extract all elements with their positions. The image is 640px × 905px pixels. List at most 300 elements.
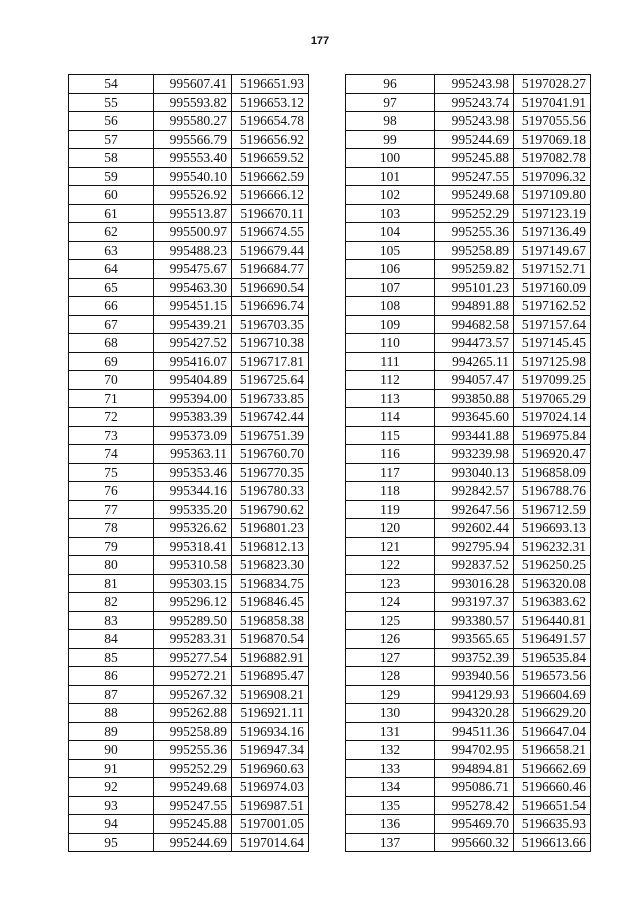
y-coordinate-cell: 5196858.38 <box>232 611 309 630</box>
y-coordinate-cell: 5196823.30 <box>232 556 309 575</box>
point-number-cell: 107 <box>346 278 435 297</box>
point-number-cell: 68 <box>69 334 154 353</box>
y-coordinate-cell: 5197001.05 <box>232 815 309 834</box>
x-coordinate-cell: 994320.28 <box>435 704 514 723</box>
table-row <box>346 204 591 223</box>
y-coordinate-cell: 5196712.59 <box>514 500 591 519</box>
y-coordinate-cell: 5197157.64 <box>514 315 591 334</box>
x-coordinate-cell: 995566.79 <box>154 130 232 149</box>
point-number-cell: 117 <box>346 463 435 482</box>
y-coordinate-cell: 5196770.35 <box>232 463 309 482</box>
table-row <box>346 778 591 797</box>
table-row <box>69 593 309 612</box>
x-coordinate-cell: 993040.13 <box>435 463 514 482</box>
page-number: 177 <box>310 35 330 47</box>
y-coordinate-cell: 5196653.12 <box>232 93 309 112</box>
point-number-cell: 79 <box>69 537 154 556</box>
table-row <box>346 278 591 297</box>
y-coordinate-cell: 5197149.67 <box>514 241 591 260</box>
table-row <box>346 648 591 667</box>
point-number-cell: 91 <box>69 759 154 778</box>
point-number-cell: 126 <box>346 630 435 649</box>
x-coordinate-cell: 995451.15 <box>154 297 232 316</box>
table-row <box>69 112 309 131</box>
point-number-cell: 74 <box>69 445 154 464</box>
x-coordinate-cell: 995553.40 <box>154 149 232 168</box>
x-coordinate-cell: 995303.15 <box>154 574 232 593</box>
table-row <box>346 352 591 371</box>
point-number-cell: 65 <box>69 278 154 297</box>
table-row <box>69 574 309 593</box>
x-coordinate-cell: 995252.29 <box>435 204 514 223</box>
coordinates-table-right <box>345 74 591 852</box>
x-coordinate-cell: 995255.36 <box>435 223 514 242</box>
x-coordinate-cell: 995463.30 <box>154 278 232 297</box>
x-coordinate-cell: 993752.39 <box>435 648 514 667</box>
point-number-cell: 90 <box>69 741 154 760</box>
table-row <box>69 371 309 390</box>
y-coordinate-cell: 5196742.44 <box>232 408 309 427</box>
point-number-cell: 81 <box>69 574 154 593</box>
x-coordinate-cell: 995289.50 <box>154 611 232 630</box>
point-number-cell: 94 <box>69 815 154 834</box>
table-row <box>69 352 309 371</box>
table-row <box>69 704 309 723</box>
y-coordinate-cell: 5196693.13 <box>514 519 591 538</box>
point-number-cell: 86 <box>69 667 154 686</box>
x-coordinate-cell: 995247.55 <box>435 167 514 186</box>
y-coordinate-cell: 5197099.25 <box>514 371 591 390</box>
y-coordinate-cell: 5197109.80 <box>514 186 591 205</box>
table-row <box>346 630 591 649</box>
y-coordinate-cell: 5196974.03 <box>232 778 309 797</box>
y-coordinate-cell: 5197152.71 <box>514 260 591 279</box>
y-coordinate-cell: 5197160.09 <box>514 278 591 297</box>
y-coordinate-cell: 5196780.33 <box>232 482 309 501</box>
y-coordinate-cell: 5196659.52 <box>232 149 309 168</box>
x-coordinate-cell: 995296.12 <box>154 593 232 612</box>
y-coordinate-cell: 5196870.54 <box>232 630 309 649</box>
point-number-cell: 75 <box>69 463 154 482</box>
y-coordinate-cell: 5196696.74 <box>232 297 309 316</box>
x-coordinate-cell: 995101.23 <box>435 278 514 297</box>
table-row <box>346 574 591 593</box>
x-coordinate-cell: 994129.93 <box>435 685 514 704</box>
y-coordinate-cell: 5196662.59 <box>232 167 309 186</box>
y-coordinate-cell: 5196920.47 <box>514 445 591 464</box>
y-coordinate-cell: 5197082.78 <box>514 149 591 168</box>
point-number-cell: 82 <box>69 593 154 612</box>
y-coordinate-cell: 5196604.69 <box>514 685 591 704</box>
x-coordinate-cell: 995469.70 <box>435 815 514 834</box>
y-coordinate-cell: 5196250.25 <box>514 556 591 575</box>
table-row <box>69 685 309 704</box>
table-row <box>346 667 591 686</box>
x-coordinate-cell: 993239.98 <box>435 445 514 464</box>
table-row <box>346 260 591 279</box>
table-row <box>346 722 591 741</box>
y-coordinate-cell: 5196684.77 <box>232 260 309 279</box>
x-coordinate-cell: 994265.11 <box>435 352 514 371</box>
x-coordinate-cell: 993565.65 <box>435 630 514 649</box>
table-row <box>69 667 309 686</box>
x-coordinate-cell: 995249.68 <box>435 186 514 205</box>
table-row <box>69 334 309 353</box>
point-number-cell: 103 <box>346 204 435 223</box>
x-coordinate-cell: 995259.82 <box>435 260 514 279</box>
x-coordinate-cell: 992795.94 <box>435 537 514 556</box>
point-number-cell: 137 <box>346 833 435 852</box>
y-coordinate-cell: 5196535.84 <box>514 648 591 667</box>
point-number-cell: 95 <box>69 833 154 852</box>
point-number-cell: 59 <box>69 167 154 186</box>
table-row <box>69 759 309 778</box>
y-coordinate-cell: 5196733.85 <box>232 389 309 408</box>
y-coordinate-cell: 5196629.20 <box>514 704 591 723</box>
x-coordinate-cell: 993380.57 <box>435 611 514 630</box>
y-coordinate-cell: 5196573.56 <box>514 667 591 686</box>
x-coordinate-cell: 993441.88 <box>435 426 514 445</box>
x-coordinate-cell: 995318.41 <box>154 537 232 556</box>
y-coordinate-cell: 5197055.56 <box>514 112 591 131</box>
table-row <box>346 796 591 815</box>
point-number-cell: 136 <box>346 815 435 834</box>
table-row <box>69 278 309 297</box>
y-coordinate-cell: 5196658.21 <box>514 741 591 760</box>
y-coordinate-cell: 5196908.21 <box>232 685 309 704</box>
point-number-cell: 124 <box>346 593 435 612</box>
x-coordinate-cell: 994511.36 <box>435 722 514 741</box>
table-row <box>69 75 309 94</box>
point-number-cell: 131 <box>346 722 435 741</box>
x-coordinate-cell: 995310.58 <box>154 556 232 575</box>
x-coordinate-cell: 994682.58 <box>435 315 514 334</box>
table-row <box>69 204 309 223</box>
x-coordinate-cell: 995540.10 <box>154 167 232 186</box>
y-coordinate-cell: 5196674.55 <box>232 223 309 242</box>
y-coordinate-cell: 5196656.92 <box>232 130 309 149</box>
table-row <box>69 130 309 149</box>
point-number-cell: 85 <box>69 648 154 667</box>
table-row <box>69 500 309 519</box>
y-coordinate-cell: 5196947.34 <box>232 741 309 760</box>
point-number-cell: 106 <box>346 260 435 279</box>
x-coordinate-cell: 995427.52 <box>154 334 232 353</box>
point-number-cell: 80 <box>69 556 154 575</box>
y-coordinate-cell: 5196975.84 <box>514 426 591 445</box>
y-coordinate-cell: 5196651.54 <box>514 796 591 815</box>
point-number-cell: 120 <box>346 519 435 538</box>
point-number-cell: 125 <box>346 611 435 630</box>
x-coordinate-cell: 993016.28 <box>435 574 514 593</box>
point-number-cell: 76 <box>69 482 154 501</box>
x-coordinate-cell: 995326.62 <box>154 519 232 538</box>
y-coordinate-cell: 5197014.64 <box>232 833 309 852</box>
y-coordinate-cell: 5196760.70 <box>232 445 309 464</box>
point-number-cell: 63 <box>69 241 154 260</box>
point-number-cell: 69 <box>69 352 154 371</box>
x-coordinate-cell: 995243.98 <box>435 112 514 131</box>
point-number-cell: 132 <box>346 741 435 760</box>
x-coordinate-cell: 994057.47 <box>435 371 514 390</box>
point-number-cell: 84 <box>69 630 154 649</box>
point-number-cell: 71 <box>69 389 154 408</box>
y-coordinate-cell: 5197024.14 <box>514 408 591 427</box>
x-coordinate-cell: 993197.37 <box>435 593 514 612</box>
table-row <box>346 241 591 260</box>
y-coordinate-cell: 5196670.11 <box>232 204 309 223</box>
point-number-cell: 62 <box>69 223 154 242</box>
y-coordinate-cell: 5196801.23 <box>232 519 309 538</box>
y-coordinate-cell: 5196320.08 <box>514 574 591 593</box>
x-coordinate-cell: 995277.54 <box>154 648 232 667</box>
y-coordinate-cell: 5197069.18 <box>514 130 591 149</box>
y-coordinate-cell: 5196232.31 <box>514 537 591 556</box>
x-coordinate-cell: 994894.81 <box>435 759 514 778</box>
table-row <box>346 186 591 205</box>
table-row <box>69 149 309 168</box>
table-row <box>69 297 309 316</box>
table-row <box>69 445 309 464</box>
point-number-cell: 96 <box>346 75 435 94</box>
y-coordinate-cell: 5196725.64 <box>232 371 309 390</box>
x-coordinate-cell: 995244.69 <box>435 130 514 149</box>
table-row <box>346 556 591 575</box>
y-coordinate-cell: 5196651.93 <box>232 75 309 94</box>
point-number-cell: 100 <box>346 149 435 168</box>
point-number-cell: 89 <box>69 722 154 741</box>
x-coordinate-cell: 995580.27 <box>154 112 232 131</box>
x-coordinate-cell: 995383.39 <box>154 408 232 427</box>
y-coordinate-cell: 5196987.51 <box>232 796 309 815</box>
y-coordinate-cell: 5196717.81 <box>232 352 309 371</box>
point-number-cell: 87 <box>69 685 154 704</box>
point-number-cell: 104 <box>346 223 435 242</box>
point-number-cell: 66 <box>69 297 154 316</box>
point-number-cell: 77 <box>69 500 154 519</box>
point-number-cell: 123 <box>346 574 435 593</box>
point-number-cell: 128 <box>346 667 435 686</box>
y-coordinate-cell: 5196788.76 <box>514 482 591 501</box>
point-number-cell: 112 <box>346 371 435 390</box>
point-number-cell: 61 <box>69 204 154 223</box>
point-number-cell: 121 <box>346 537 435 556</box>
x-coordinate-cell: 995660.32 <box>435 833 514 852</box>
table-row <box>346 463 591 482</box>
y-coordinate-cell: 5196613.66 <box>514 833 591 852</box>
table-row <box>346 315 591 334</box>
y-coordinate-cell: 5196882.91 <box>232 648 309 667</box>
x-coordinate-cell: 995243.74 <box>435 93 514 112</box>
x-coordinate-cell: 995252.29 <box>154 759 232 778</box>
x-coordinate-cell: 993645.60 <box>435 408 514 427</box>
table-row <box>69 519 309 538</box>
x-coordinate-cell: 995353.46 <box>154 463 232 482</box>
x-coordinate-cell: 995283.31 <box>154 630 232 649</box>
table-row <box>69 815 309 834</box>
table-row <box>69 408 309 427</box>
x-coordinate-cell: 995247.55 <box>154 796 232 815</box>
y-coordinate-cell: 5196790.62 <box>232 500 309 519</box>
table-row <box>346 389 591 408</box>
y-coordinate-cell: 5196751.39 <box>232 426 309 445</box>
y-coordinate-cell: 5196383.62 <box>514 593 591 612</box>
point-number-cell: 119 <box>346 500 435 519</box>
point-number-cell: 118 <box>346 482 435 501</box>
point-number-cell: 93 <box>69 796 154 815</box>
y-coordinate-cell: 5196662.69 <box>514 759 591 778</box>
y-coordinate-cell: 5196834.75 <box>232 574 309 593</box>
point-number-cell: 113 <box>346 389 435 408</box>
x-coordinate-cell: 995416.07 <box>154 352 232 371</box>
table-row <box>69 315 309 334</box>
x-coordinate-cell: 995243.98 <box>435 75 514 94</box>
y-coordinate-cell: 5196710.38 <box>232 334 309 353</box>
point-number-cell: 54 <box>69 75 154 94</box>
x-coordinate-cell: 995404.89 <box>154 371 232 390</box>
point-number-cell: 109 <box>346 315 435 334</box>
x-coordinate-cell: 995363.11 <box>154 445 232 464</box>
y-coordinate-cell: 5197125.98 <box>514 352 591 371</box>
x-coordinate-cell: 995475.67 <box>154 260 232 279</box>
point-number-cell: 57 <box>69 130 154 149</box>
point-number-cell: 130 <box>346 704 435 723</box>
x-coordinate-cell: 995439.21 <box>154 315 232 334</box>
table-row <box>69 463 309 482</box>
x-coordinate-cell: 995255.36 <box>154 741 232 760</box>
table-row <box>346 445 591 464</box>
point-number-cell: 115 <box>346 426 435 445</box>
table-row <box>69 833 309 852</box>
x-coordinate-cell: 993850.88 <box>435 389 514 408</box>
point-number-cell: 83 <box>69 611 154 630</box>
point-number-cell: 60 <box>69 186 154 205</box>
y-coordinate-cell: 5196921.11 <box>232 704 309 723</box>
x-coordinate-cell: 995244.69 <box>154 833 232 852</box>
table-row <box>346 408 591 427</box>
y-coordinate-cell: 5197028.27 <box>514 75 591 94</box>
point-number-cell: 56 <box>69 112 154 131</box>
y-coordinate-cell: 5197162.52 <box>514 297 591 316</box>
x-coordinate-cell: 992647.56 <box>435 500 514 519</box>
y-coordinate-cell: 5196690.54 <box>232 278 309 297</box>
point-number-cell: 55 <box>69 93 154 112</box>
point-number-cell: 122 <box>346 556 435 575</box>
point-number-cell: 114 <box>346 408 435 427</box>
point-number-cell: 116 <box>346 445 435 464</box>
table-row <box>69 389 309 408</box>
x-coordinate-cell: 995249.68 <box>154 778 232 797</box>
table-row <box>346 426 591 445</box>
point-number-cell: 133 <box>346 759 435 778</box>
x-coordinate-cell: 995526.92 <box>154 186 232 205</box>
table-row <box>69 167 309 186</box>
y-coordinate-cell: 5196858.09 <box>514 463 591 482</box>
x-coordinate-cell: 995488.23 <box>154 241 232 260</box>
y-coordinate-cell: 5196666.12 <box>232 186 309 205</box>
x-coordinate-cell: 993940.56 <box>435 667 514 686</box>
x-coordinate-cell: 995344.16 <box>154 482 232 501</box>
table-row <box>69 260 309 279</box>
table-row <box>346 149 591 168</box>
table-row <box>69 556 309 575</box>
table-row <box>346 685 591 704</box>
point-number-cell: 92 <box>69 778 154 797</box>
x-coordinate-cell: 992602.44 <box>435 519 514 538</box>
table-row <box>346 482 591 501</box>
x-coordinate-cell: 995335.20 <box>154 500 232 519</box>
table-row <box>346 611 591 630</box>
point-number-cell: 88 <box>69 704 154 723</box>
table-row <box>69 223 309 242</box>
x-coordinate-cell: 995394.00 <box>154 389 232 408</box>
table-row <box>346 815 591 834</box>
y-coordinate-cell: 5197096.32 <box>514 167 591 186</box>
x-coordinate-cell: 995513.87 <box>154 204 232 223</box>
table-row <box>346 75 591 94</box>
table-row <box>346 334 591 353</box>
y-coordinate-cell: 5196660.46 <box>514 778 591 797</box>
y-coordinate-cell: 5196703.35 <box>232 315 309 334</box>
table-row <box>69 778 309 797</box>
y-coordinate-cell: 5196895.47 <box>232 667 309 686</box>
point-number-cell: 129 <box>346 685 435 704</box>
x-coordinate-cell: 995245.88 <box>435 149 514 168</box>
point-number-cell: 127 <box>346 648 435 667</box>
y-coordinate-cell: 5197041.91 <box>514 93 591 112</box>
x-coordinate-cell: 995593.82 <box>154 93 232 112</box>
point-number-cell: 72 <box>69 408 154 427</box>
table-row <box>346 833 591 852</box>
table-row <box>346 297 591 316</box>
point-number-cell: 134 <box>346 778 435 797</box>
table-row <box>69 796 309 815</box>
table-row <box>346 759 591 778</box>
table-row <box>346 704 591 723</box>
table-row <box>69 186 309 205</box>
y-coordinate-cell: 5196440.81 <box>514 611 591 630</box>
x-coordinate-cell: 995086.71 <box>435 778 514 797</box>
point-number-cell: 105 <box>346 241 435 260</box>
table-row <box>346 167 591 186</box>
point-number-cell: 99 <box>346 130 435 149</box>
x-coordinate-cell: 995245.88 <box>154 815 232 834</box>
table-row <box>69 482 309 501</box>
y-coordinate-cell: 5197136.49 <box>514 223 591 242</box>
point-number-cell: 73 <box>69 426 154 445</box>
x-coordinate-cell: 992842.57 <box>435 482 514 501</box>
point-number-cell: 67 <box>69 315 154 334</box>
point-number-cell: 58 <box>69 149 154 168</box>
table-row <box>69 630 309 649</box>
table-row <box>346 741 591 760</box>
table-row <box>69 93 309 112</box>
point-number-cell: 70 <box>69 371 154 390</box>
point-number-cell: 78 <box>69 519 154 538</box>
x-coordinate-cell: 995278.42 <box>435 796 514 815</box>
y-coordinate-cell: 5196654.78 <box>232 112 309 131</box>
y-coordinate-cell: 5196679.44 <box>232 241 309 260</box>
x-coordinate-cell: 995258.89 <box>154 722 232 741</box>
x-coordinate-cell: 992837.52 <box>435 556 514 575</box>
y-coordinate-cell: 5197065.29 <box>514 389 591 408</box>
y-coordinate-cell: 5196647.04 <box>514 722 591 741</box>
y-coordinate-cell: 5196635.93 <box>514 815 591 834</box>
x-coordinate-cell: 994891.88 <box>435 297 514 316</box>
table-row <box>346 223 591 242</box>
table-row <box>346 537 591 556</box>
table-row <box>69 611 309 630</box>
